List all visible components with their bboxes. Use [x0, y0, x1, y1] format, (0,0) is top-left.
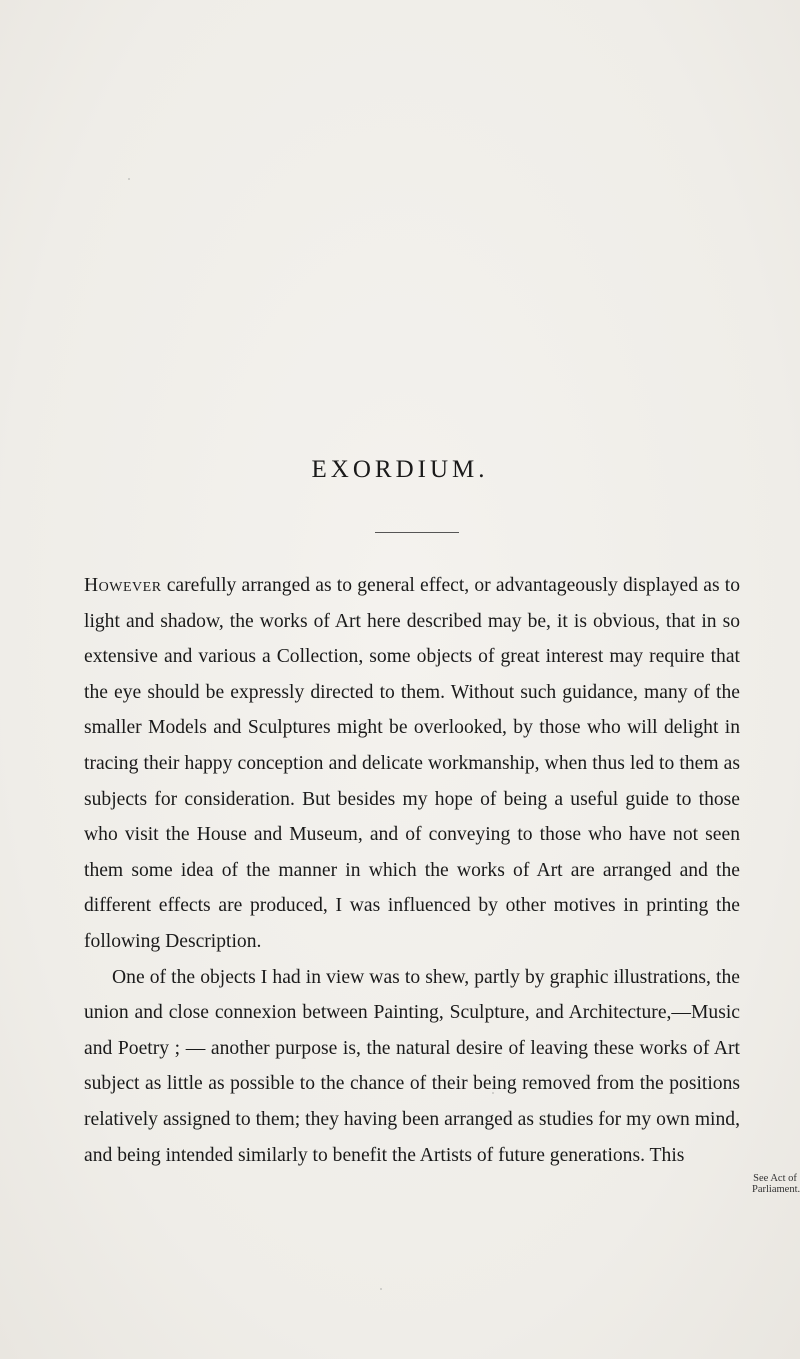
- paper-speck: [380, 1288, 382, 1290]
- lead-word: However: [84, 575, 162, 596]
- paragraph-1-text: carefully arranged as to general effect, or advantageously displayed as to light and shadow, the works of Art here described may be, it is obvious, that in so extensive and various a Collection, some objects of great interest may require that the eye should be expressly directed to them. Without such guidance, many of the smaller Models and Sculptures might be overlooked, by those who will delight in tracing their happy conception and delicate workmanship, when thus led to them as subjects for consideration. But besides my hope of being a useful guide to those who visit the House and Museum, and of conveying to those who have not seen them some idea of the manner in which the works of Art are arranged and the different effects are produced, I was influenced by other motives in printing the following Description.: [84, 575, 740, 952]
- chapter-heading: EXORDIUM.: [311, 456, 489, 483]
- paragraph-1: [84, 568, 740, 960]
- margin-note-line-2: Parliament.: [752, 1184, 800, 1195]
- paragraph-2: One of the objects I had in view was to shew, partly by graphic illustrations, the union and close connexion between Painting, Sculpture, and Architecture,—Music and Poetry ; — another purpose is, the natural desire of leaving these works of Art subject as little as possible to the chance of their being removed from the positions relatively assigned to them; they having been arranged as studies for my own mind, and being intended similarly to benefit the Artists of future generations. This: [84, 966, 740, 1166]
- paper-speck: [128, 178, 130, 180]
- margin-note-line-1: See Act of: [753, 1173, 797, 1184]
- body-text: [84, 568, 740, 1173]
- heading-rule: [375, 532, 459, 533]
- margin-note: [752, 1173, 798, 1195]
